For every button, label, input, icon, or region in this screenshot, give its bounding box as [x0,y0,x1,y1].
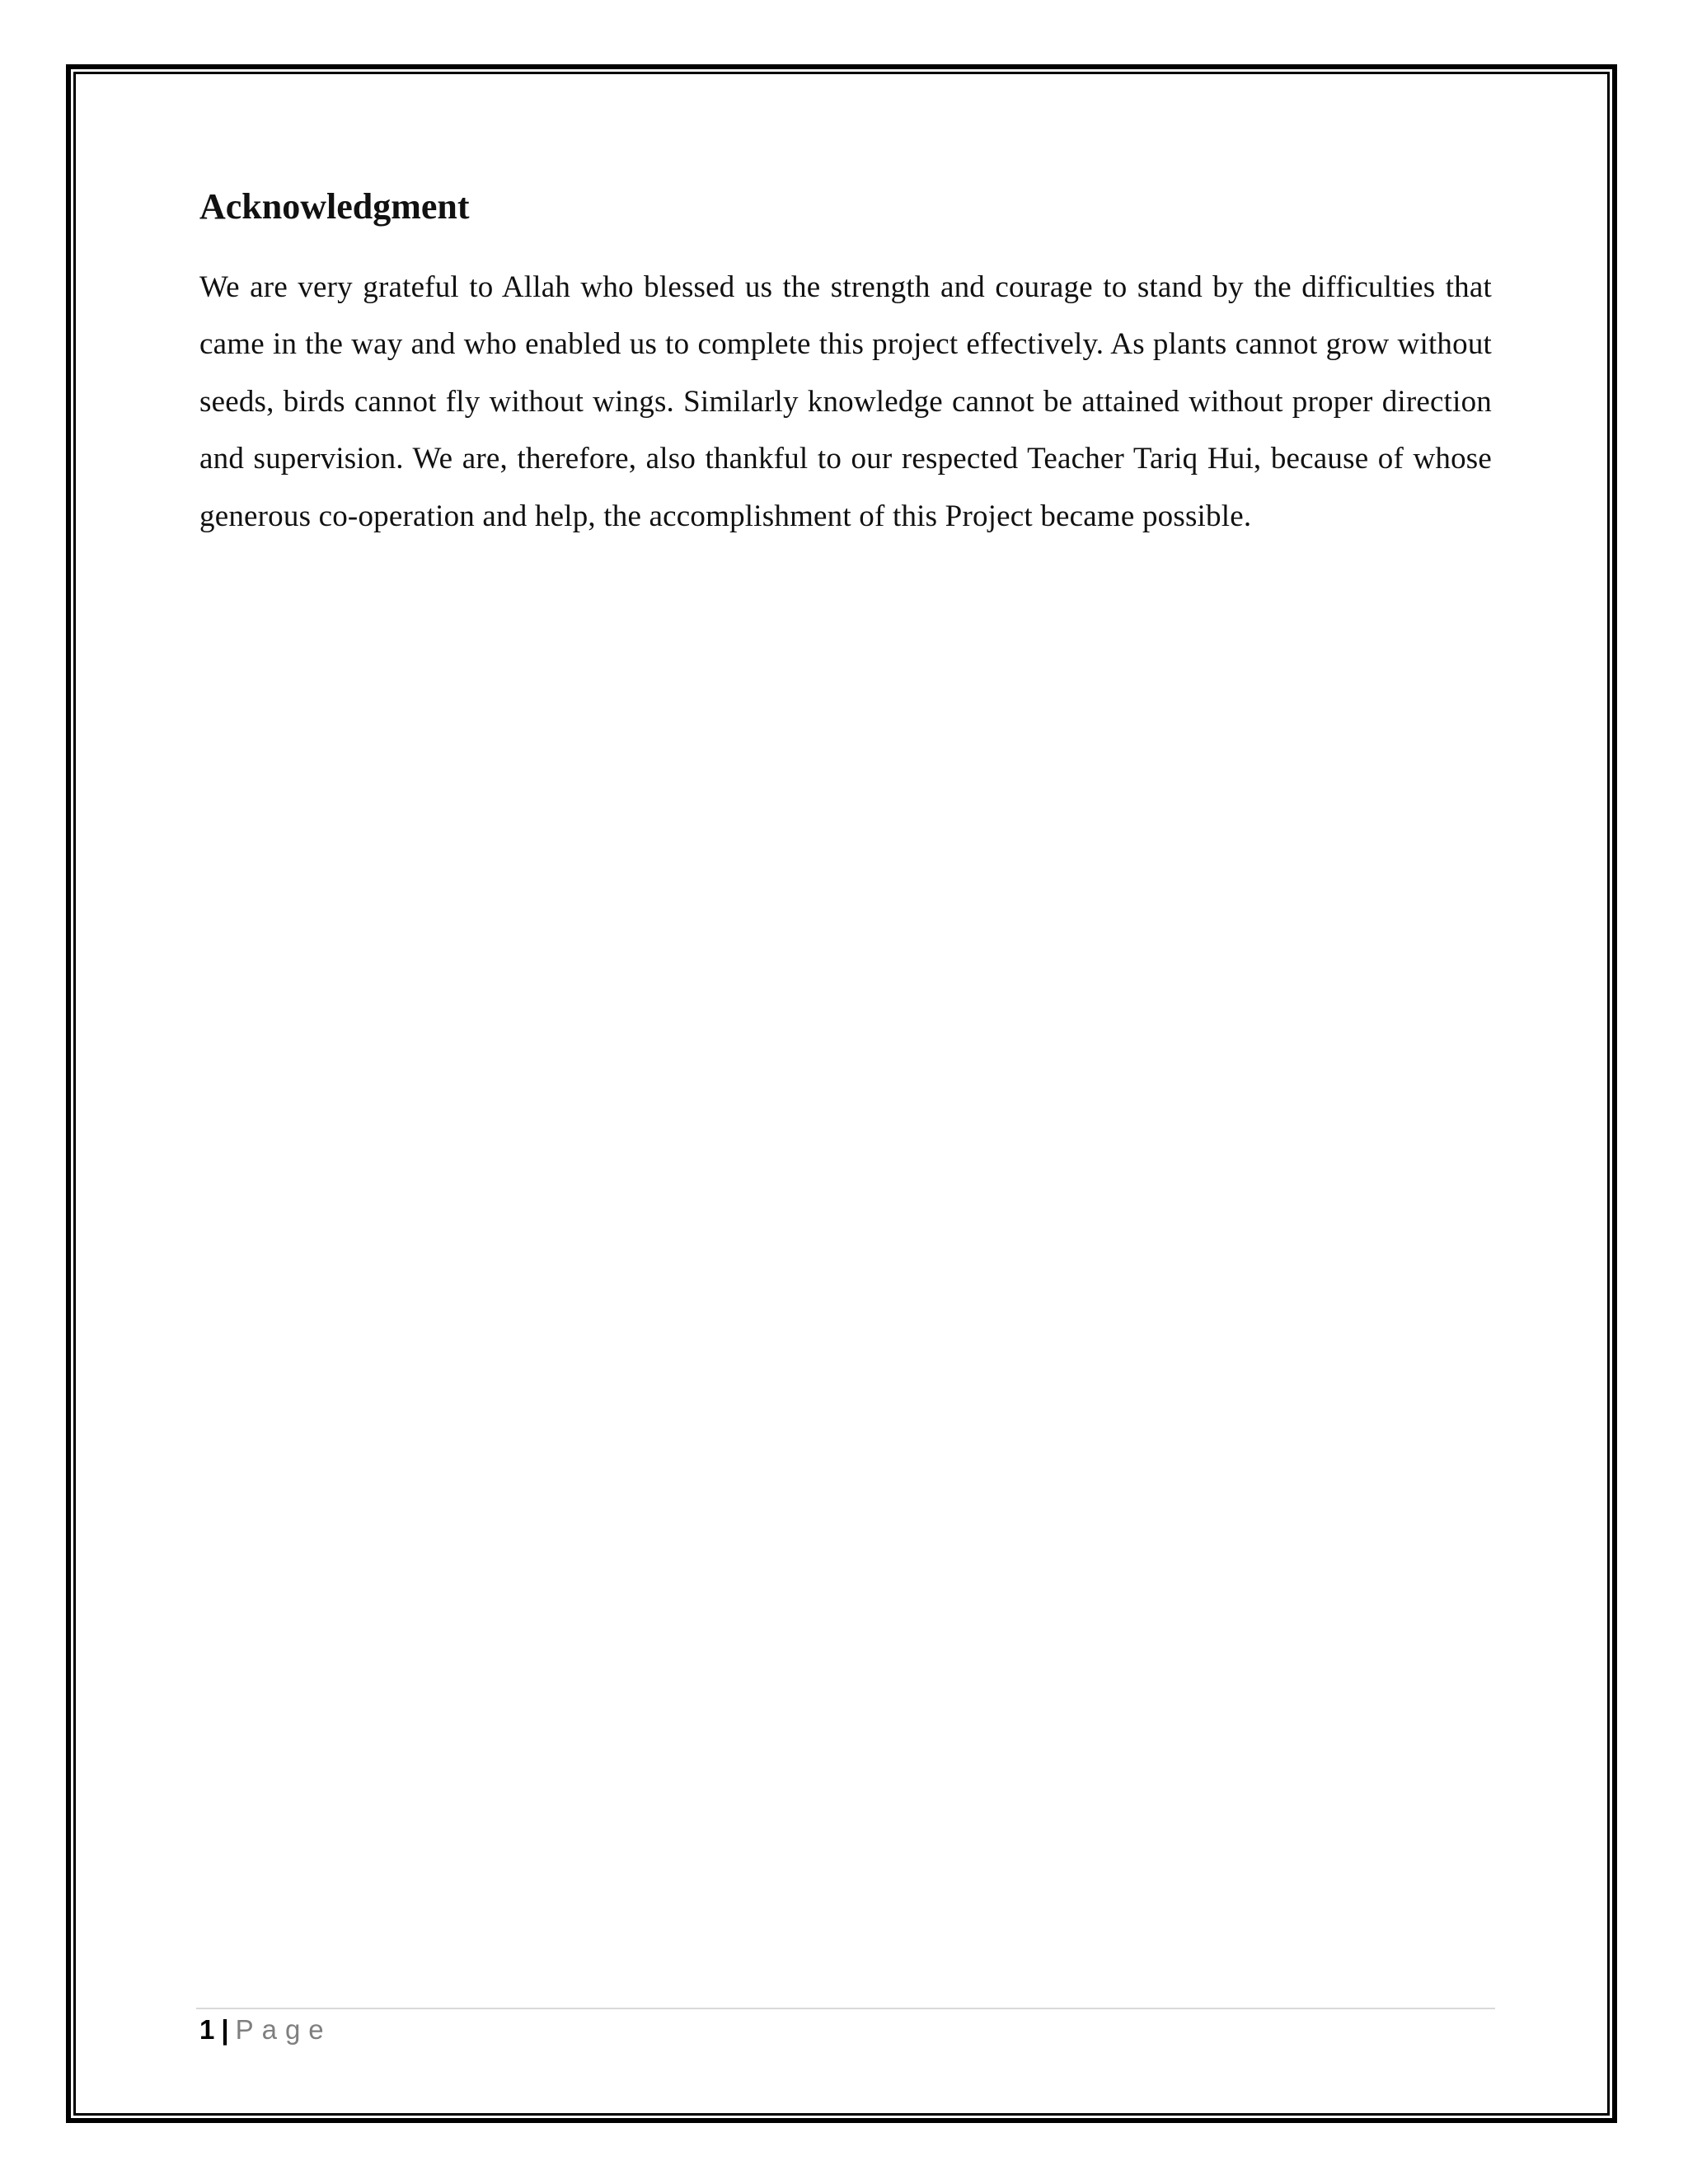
page-footer [199,2009,332,2050]
page-number: 1 [199,2014,215,2045]
document-content [199,185,1492,545]
footer-divider [196,2008,1495,2009]
page-title: Acknowledgment [199,186,470,227]
page-label: Page [235,2014,332,2045]
footer-separator: | [221,2014,229,2045]
acknowledgment-paragraph: We are very grateful to Allah who blessed us the strength and courage to stand by the difficulties that came in the way and who enabled us to complete this project effectively. As plants cannot grow without seeds, birds cannot fly without wings. Similarly knowledge cannot be attained without proper direction and supervision. We are, therefore, also thankful to our respected Teacher Tariq Hui, because of whose generous co-operation and help, the accomplishment of this Project became possible. [199,269,1492,533]
